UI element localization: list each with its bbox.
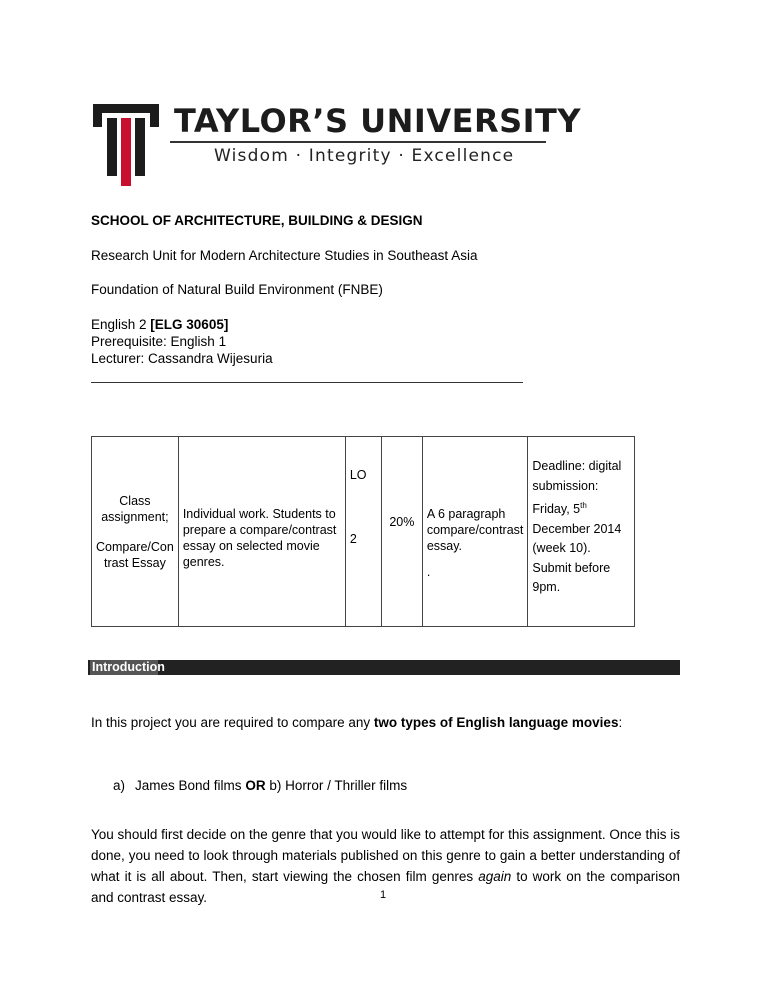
deadline-part: December 2014 (week 10). Submit before 9pm. [532, 521, 622, 595]
learning-outcome-cell [345, 437, 381, 627]
prerequisite: Prerequisite: English 1 [91, 334, 227, 349]
intro-text: In this project you are required to compare any [91, 715, 374, 730]
lecturer: Lecturer: Cassandra Wijesuria [91, 351, 273, 366]
deadline-suffix: th [580, 501, 587, 510]
assignment-description: Individual work. Students to prepare a compare/contrast essay on selected movie genres. [182, 506, 337, 569]
school-name: SCHOOL OF ARCHITECTURE, BUILDING & DESIGN [91, 213, 423, 228]
deadline-text [532, 457, 630, 598]
lo-label: LO [349, 468, 367, 482]
format-dot: . [426, 564, 431, 579]
assignment-type-line: assignment; [101, 509, 169, 524]
header-divider [91, 382, 523, 383]
assignment-type-line: trast Essay [104, 555, 166, 570]
logo-motto: Wisdom · Integrity · Excellence [214, 146, 515, 166]
page-number: 1 [380, 889, 387, 901]
course-code: [ELG 30605] [150, 317, 229, 332]
assignment-description-cell [178, 437, 345, 627]
format-description: A 6 paragraph compare/contrast essay. [426, 506, 524, 553]
option-text: b) Horror / Thriller films [265, 778, 408, 793]
paragraph-text: to work on the comparison and contrast essay. [91, 869, 680, 905]
assignment-type-line: Class [119, 493, 151, 508]
option-marker: a) [113, 778, 126, 793]
paragraph-emphasis: again [478, 869, 512, 884]
intro-sentence [91, 715, 622, 731]
assignment-type-line: Compare/Con [96, 539, 174, 554]
foundation-name: Foundation of Natural Build Environment (FNBE) [91, 282, 383, 297]
intro-text: : [618, 715, 623, 730]
introduction-heading: Introduction [92, 660, 165, 674]
deadline-cell [528, 437, 635, 627]
weight-value: 20% [389, 514, 415, 529]
format-cell [422, 437, 528, 627]
weight-cell [381, 437, 422, 627]
course-title [91, 317, 228, 333]
section-heading-bar [88, 660, 680, 675]
course-prefix: English 2 [91, 317, 151, 332]
logo-university-name: TAYLOR’S UNIVERSITY [174, 102, 582, 140]
option-text: James Bond films [135, 778, 246, 793]
deadline-part: Deadline: digital submission: Friday, 5 [532, 459, 622, 517]
option-or: OR [245, 778, 266, 793]
genre-options [113, 778, 407, 794]
logo-divider [170, 141, 546, 143]
university-logo-icon [93, 104, 159, 186]
assignment-table [91, 436, 635, 627]
paragraph-text: You should first decide on the genre that you would like to attempt for this assignment. Once this is done, you need to look through materials published on this genre to gain a better understanding of what it is all about. Then, start viewing the chosen film genres [91, 827, 680, 884]
research-unit: Research Unit for Modern Architecture Studies in Southeast Asia [91, 248, 478, 263]
lo-number: 2 [349, 532, 357, 546]
assignment-type-cell [92, 437, 179, 627]
intro-emphasis: two types of English language movies [373, 715, 619, 730]
